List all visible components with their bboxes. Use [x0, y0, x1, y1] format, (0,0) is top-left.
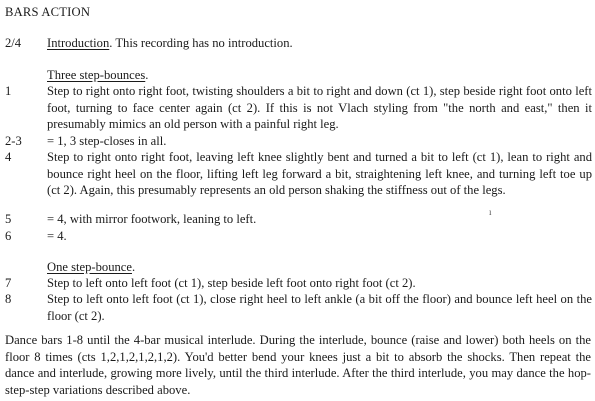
action-column-label: ACTION [41, 5, 91, 19]
step-text: = 1, 3 step-closes in all. [47, 134, 167, 148]
section-title: Introduction [47, 36, 110, 50]
step-text: Step to right onto right foot, leaving left knee slightly bent and turned a bit to left (ct 1), lean to right and bounce right heel on the floor, lifting left leg forward a bit, straightening left knee, and turning left toe up (ct 2). Again, this presumably represents an old person shaking the stiffness out of the legs. [47, 150, 592, 198]
bars-column-label: BARS [5, 5, 39, 19]
scan-speck: ı [489, 207, 492, 217]
bar-number: 1 [5, 84, 12, 98]
section-heading [47, 35, 592, 52]
section-heading [47, 67, 592, 84]
section-title: One step-bounce [47, 260, 132, 274]
bar-number: 7 [5, 276, 12, 290]
section-title-suffix: . [131, 260, 136, 274]
section-title-suffix: . [145, 68, 149, 82]
section-title-suffix: . This recording has no introduction. [109, 36, 293, 50]
step-text: = 4. [47, 229, 67, 243]
step-text: = 4, with mirror footwork, leaning to left. [47, 212, 257, 226]
bar-number: 8 [5, 292, 12, 306]
step-text: Step to left onto left foot (ct 1), close right heel to left ankle (a bit off the floor) and bounce left heel on the floor (ct 2). [47, 292, 592, 323]
closing-paragraph: Dance bars 1-8 until the 4-bar musical interlude. During the interlude, bounce (raise and lower) both heels on the floor 8 times (cts 1,2,1,2,1,2,1,2). You'd better bend your knees just a bit to absorb the shocks. Then repeat the dance and interlude, growing more lively, until the third interlude. After the third interlude, you may dance the hop-step-step variations described above. [5, 333, 591, 397]
bar-number: 5 [5, 212, 12, 226]
section-title: Three step-bounces [47, 68, 146, 82]
bar-number: 6 [5, 229, 12, 243]
bar-number: 2-3 [5, 134, 22, 148]
step-text: Step to right onto right foot, twisting shoulders a bit to right and down (ct 1), step beside right foot onto left foot, turning to face center again (ct 2). If this is not Vlach styling from "the north and east," then it presumably mimics an old person with a painful right leg. [47, 84, 592, 132]
bar-number: 4 [5, 150, 12, 164]
step-text: Step to left onto left foot (ct 1), step beside left foot onto right foot (ct 2). [47, 276, 416, 290]
meter-label: 2/4 [5, 36, 22, 50]
column-header [5, 4, 90, 21]
section-heading [47, 259, 592, 276]
